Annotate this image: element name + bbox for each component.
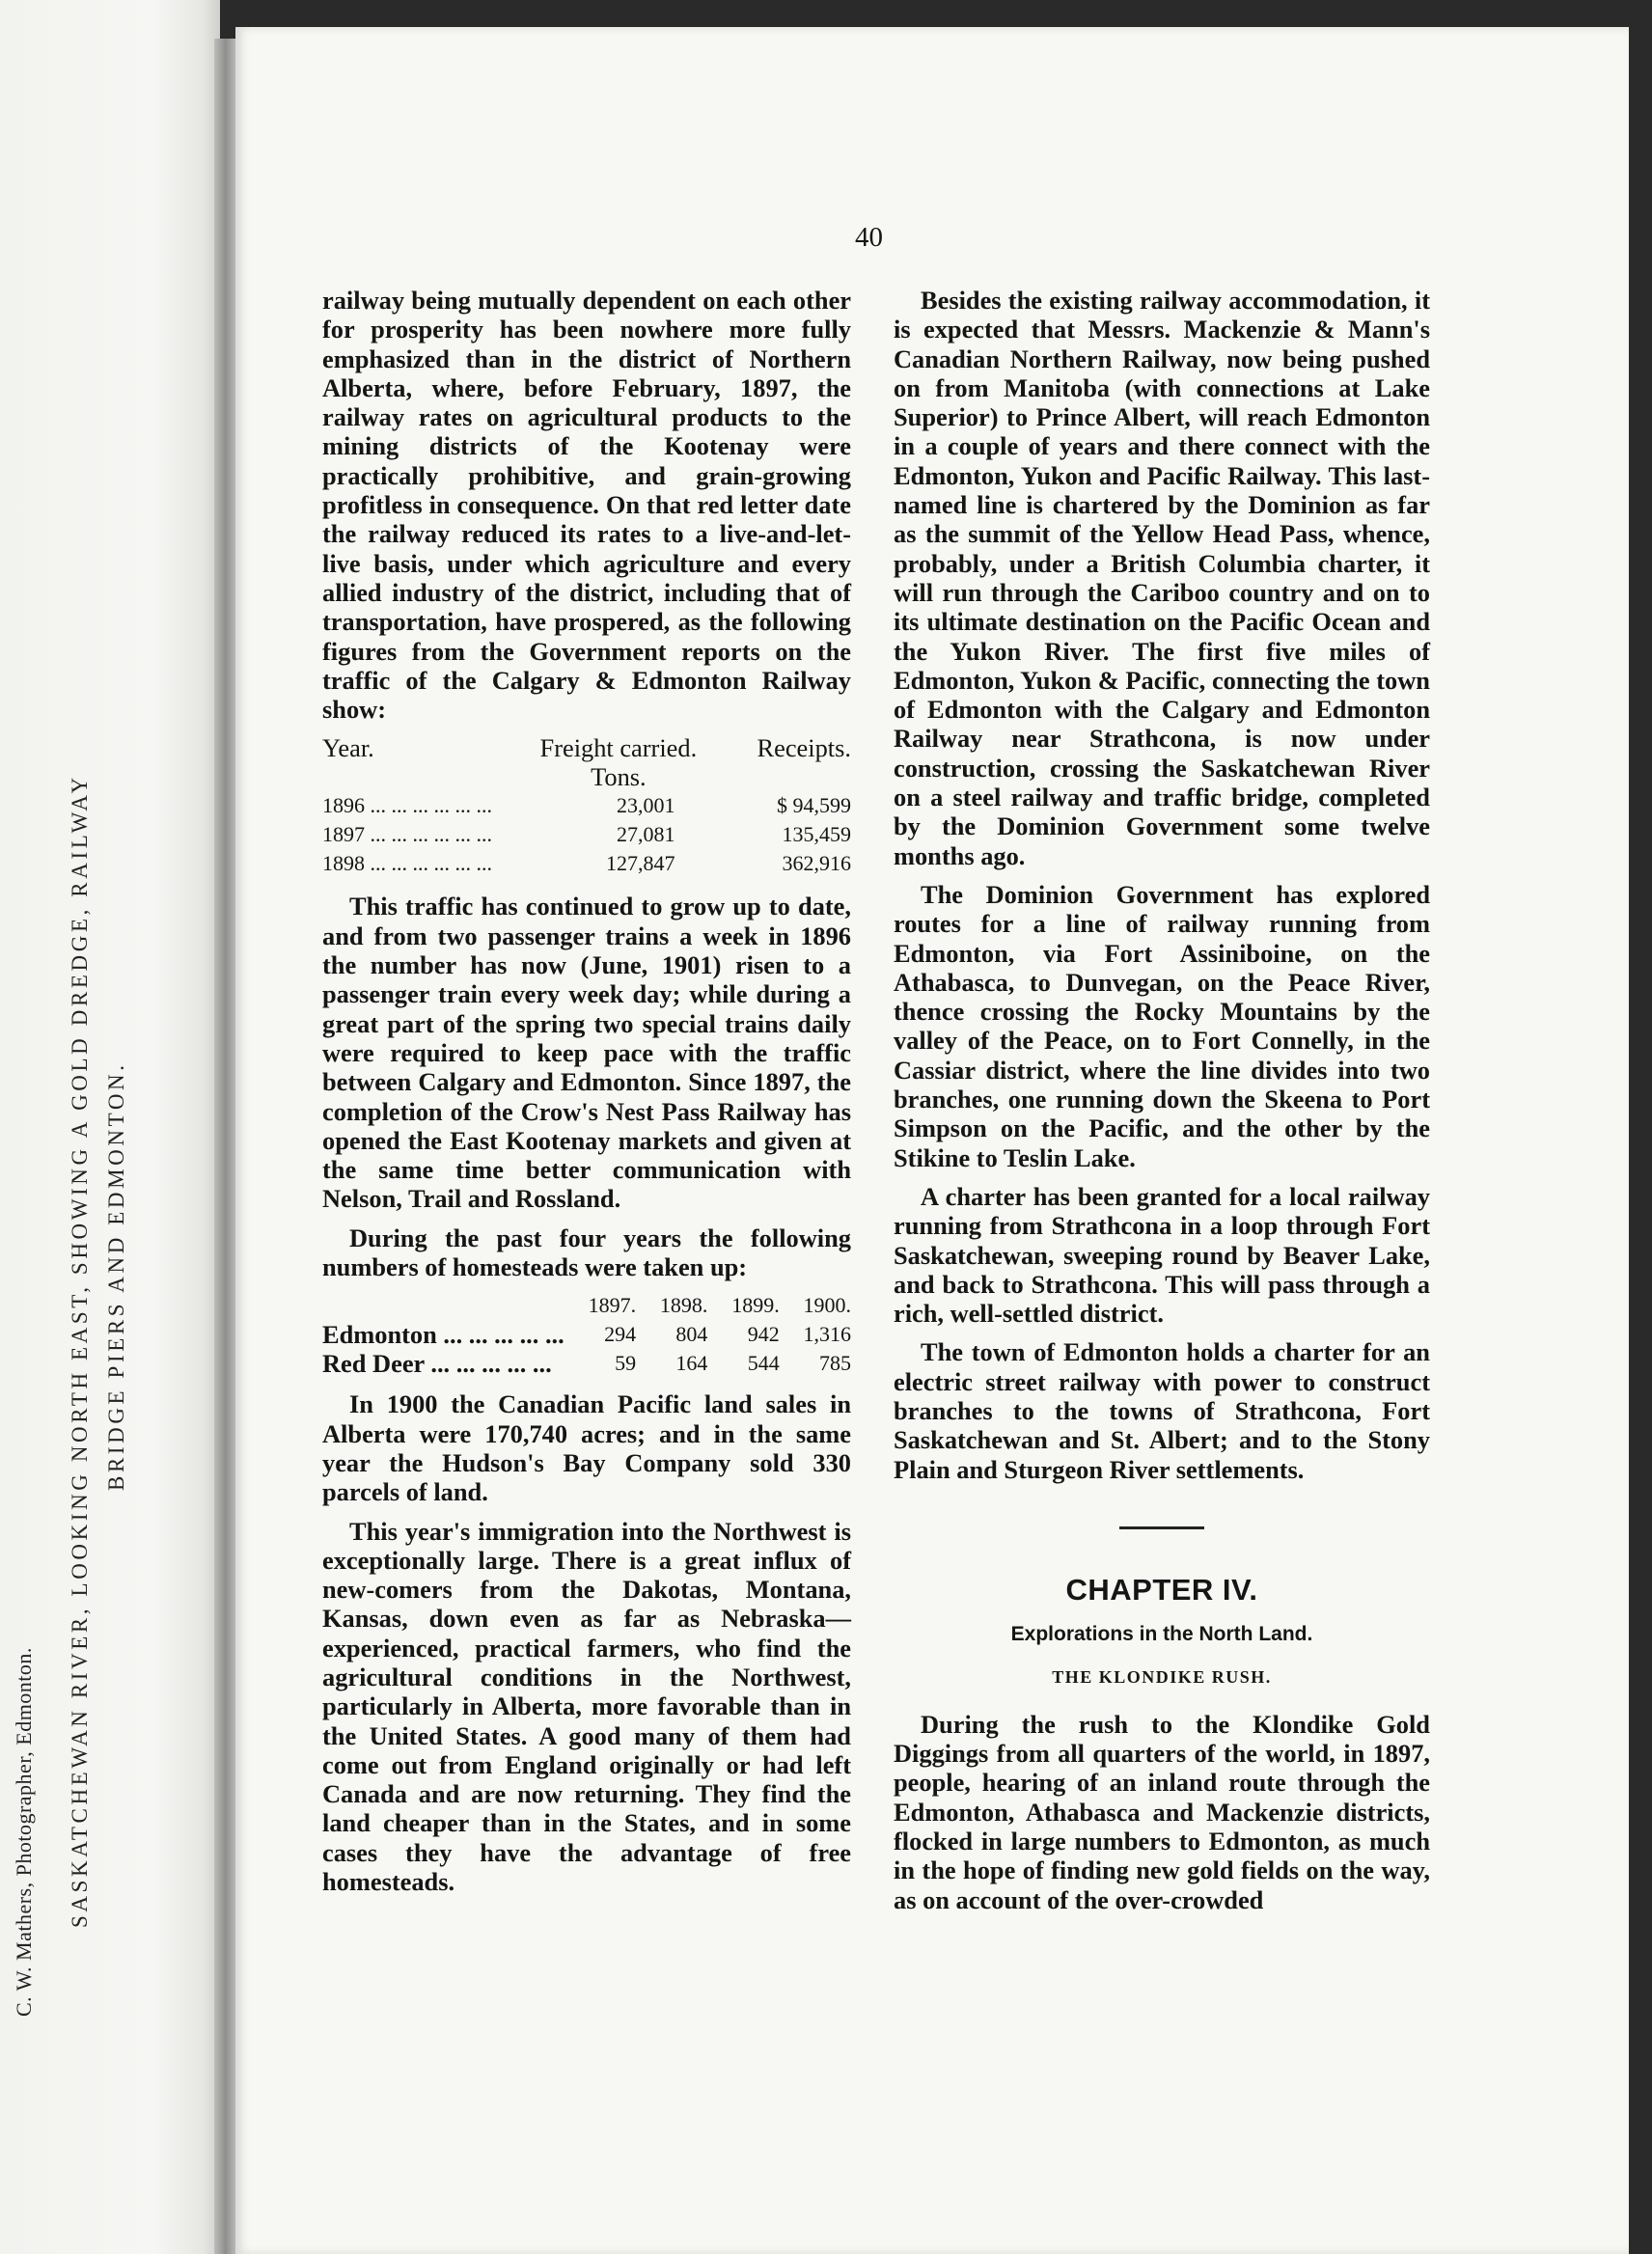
table-row [322, 849, 851, 878]
freight-table-header [322, 733, 851, 762]
row-value: 804 [675, 1322, 708, 1347]
row-tons: 27,081 [617, 822, 675, 847]
row-place: Edmonton ... ... ... ... ... [322, 1320, 564, 1350]
year-header: 1897. [588, 1293, 637, 1318]
paragraph: Besides the existing railway accommodation, it is expected that Messrs. Mackenzie & Mann's Canadian Northern Railway, now being pushed on from Manitoba (with connections at Lake Superior) to Prince Albert, will reach Edmonton in a couple of years and there connect with the Edmonton, Yukon and Pacific Railway. This last-named line is chartered by the Dominion as far as the summit of the Yellow Head Pass, whence, probably, under a British Columbia charter, it will run through the Cariboo country and on to its ultimate destination on the Pacific Ocean and the Yukon River. The first five miles of Edmonton, Yukon & Pacific, connecting the town of Edmonton with the Calgary and Edmonton Railway near Strathcona, is now under construction, crossing the Saskatchewan River on a steel railway and traffic bridge, completed by the Dominion Government some twelve months ago. [894, 286, 1430, 870]
paragraph: This year's immigration into the Northwest is exceptionally large. There is a great influx of new-comers from the Dakotas, Montana, Kansas, down even as far as Nebraska—experienced, practical farmers, who find the agricultural conditions in the Northwest, particularly in Alberta, more favorable than in the United States. A good many of them had come out from England originally or had left Canada and are now returning. They find the land cheaper than in the States, and in some cases they have the advantage of free homesteads. [322, 1516, 851, 1897]
freight-table-units [322, 762, 851, 791]
row-place: Red Deer ... ... ... ... ... [322, 1349, 552, 1379]
chapter-title: CHAPTER IV. [1065, 1572, 1258, 1607]
page-number: 40 [855, 222, 883, 253]
row-value: 1,316 [803, 1322, 851, 1347]
plate-caption-line-2: BRIDGE PIERS AND EDMONTON. [104, 1061, 128, 1491]
table-row [322, 791, 851, 820]
left-text-column [322, 286, 851, 1906]
header-freight: Freight carried. [539, 733, 698, 763]
row-value: 294 [604, 1322, 637, 1347]
row-value: 942 [747, 1322, 780, 1347]
row-receipts: 362,916 [782, 851, 851, 876]
paragraph: During the past four years the following numbers of homesteads were taken up: [322, 1223, 851, 1282]
section-heading: THE KLONDIKE RUSH. [1052, 1667, 1272, 1688]
freight-table [322, 733, 851, 878]
row-tons: 23,001 [617, 793, 675, 818]
year-header: 1898. [659, 1293, 708, 1318]
row-tons: 127,847 [606, 851, 675, 876]
chapter-subtitle: Explorations in the North Land. [1010, 1623, 1313, 1646]
row-year: 1896 ... ... ... ... ... ... [322, 793, 492, 818]
paragraph: This traffic has continued to grow up to date, and from two passenger trains a week in 1896 the number has now (June, 1901) risen to a passenger train every week day; while during a great part of the spring two special trains daily were required to keep pace with the traffic between Calgary and Edmonton. Since 1897, the completion of the Crow's Nest Pass Railway has opened the East Kootenay markets and given at the same time better communication with Nelson, Trail and Rossland. [322, 892, 851, 1214]
row-year: 1898 ... ... ... ... ... ... [322, 851, 492, 876]
row-receipts: 135,459 [782, 822, 851, 847]
table-row [322, 820, 851, 849]
header-receipts: Receipts. [757, 733, 851, 763]
row-value: 164 [675, 1351, 708, 1376]
section-divider [1119, 1526, 1204, 1529]
plate-caption-line-1: SASKATCHEWAN RIVER, LOOKING NORTH EAST, SHOWING A GOLD DREDGE, RAILWAY [68, 774, 92, 1928]
header-year: Year. [322, 733, 374, 763]
table-row [322, 1349, 851, 1378]
paragraph: railway being mutually dependent on each other for prosperity has been nowhere more fully emphasized than in the district of Northern Alberta, where, before February, 1897, the railway rates on agricultural products to the mining districts of the Kootenay were practically prohibitive, and grain-growing profitless in consequence. On that red letter date the railway reduced its rates to a live-and-let-live basis, under which agriculture and every allied industry of the district, including that of transportation, have prospered, as the following figures from the Government reports on the traffic of the Calgary & Edmonton Railway show: [322, 286, 851, 725]
paragraph: In 1900 the Canadian Pacific land sales in Alberta were 170,740 acres; and in the same year the Hudson's Bay Company sold 330 parcels of land. [322, 1389, 851, 1507]
paragraph: A charter has been granted for a local railway running from Strathcona in a loop through Fort Saskatchewan, sweeping round by Beaver Lake, and back to Strathcona. This will pass through a rich, well-settled district. [894, 1181, 1430, 1329]
paragraph: The town of Edmonton holds a charter for an electric street railway with power to construct branches to the towns of Strathcona, Fort Saskatchewan and St. Albert; and to the Stony Plain and Sturgeon River settlements. [894, 1337, 1430, 1484]
paragraph: During the rush to the Klondike Gold Diggings from all quarters of the world, in 1897, people, hearing of an inland route through the Edmonton, Athabasca and Mackenzie districts, flocked in large numbers to Edmonton, as much in the hope of finding new gold fields on the way, as on account of the over-crowded [894, 1709, 1430, 1914]
year-header: 1899. [731, 1293, 780, 1318]
paragraph: The Dominion Government has explored routes for a line of railway running from Edmonton, via Fort Assiniboine, on the Athabasca, to Dunvegan, on the Peace River, thence crossing the Rocky Mountains by the valley of the Peace, on to Fort Connelly, in the Cassiar district, where the line divides into two branches, one running down the Skeena to Port Simpson on the Pacific, and the other by the Stikine to Teslin Lake. [894, 879, 1430, 1172]
table-row [322, 1320, 851, 1349]
right-text-column [894, 286, 1430, 1924]
row-year: 1897 ... ... ... ... ... ... [322, 822, 492, 847]
row-value: 544 [747, 1351, 780, 1376]
row-value: 59 [615, 1351, 637, 1376]
photographer-credit: C. W. Mathers, Photographer, Edmonton. [12, 1647, 36, 2017]
row-value: 785 [819, 1351, 851, 1376]
header-units: Tons. [591, 762, 647, 792]
homestead-table-header [322, 1291, 851, 1320]
row-receipts: $ 94,599 [777, 793, 851, 818]
homestead-table [322, 1291, 851, 1378]
year-header: 1900. [803, 1293, 851, 1318]
